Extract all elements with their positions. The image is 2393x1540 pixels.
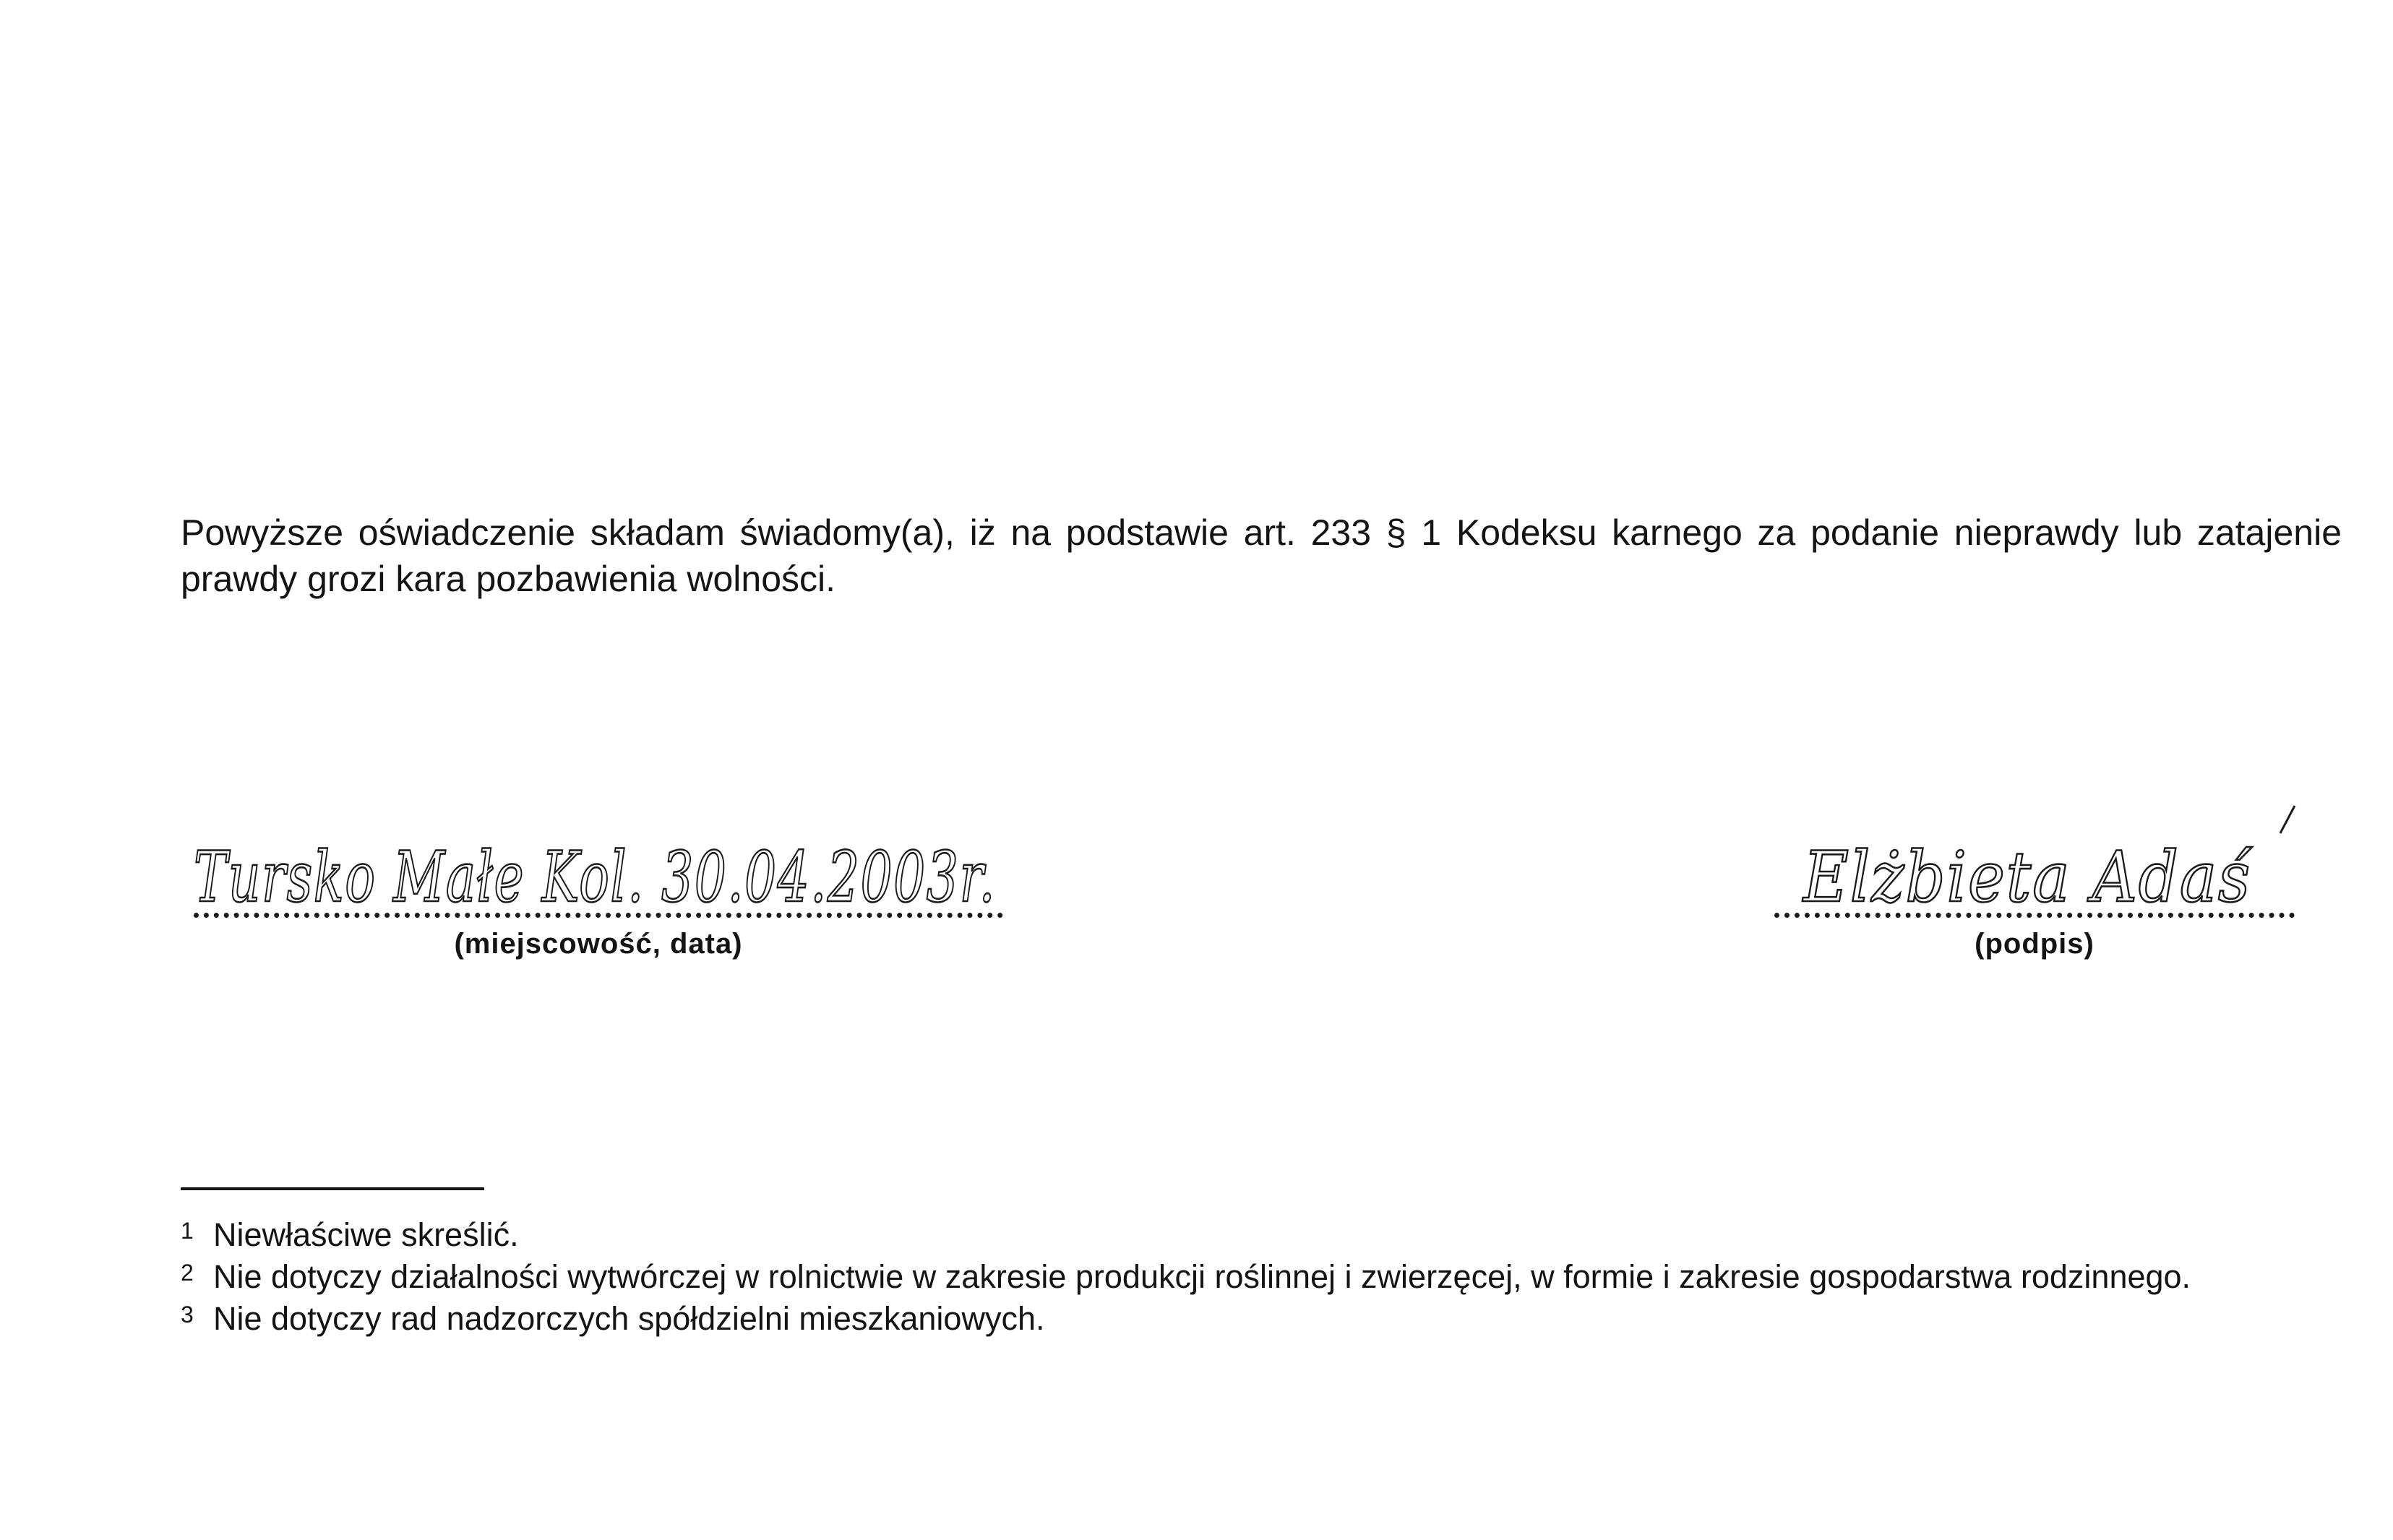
declaration-statement: Powyższe oświadczenie składam świadomy(a), iż na podstawie art. 233 § 1 Kodeksu karnego za podanie nieprawdy lub zatajenie prawdy grozi kara pozbawienia wolności. — [181, 512, 2342, 599]
handwritten-place-date-text: Tursko Małe Kol. 30.04.2003r. — [194, 837, 996, 918]
handwritten-signature — [1774, 820, 2295, 918]
handwritten-signature-text: Elżbieta Adaś — [1802, 837, 2253, 918]
footnote-number: 1 — [181, 1218, 194, 1244]
signature-block — [1774, 820, 2295, 963]
footnote-text: Nie dotyczy rad nadzorczych spółdzielni mieszkaniowych. — [213, 1300, 1045, 1337]
footnote-text: Nie dotyczy działalności wytwórczej w rolnictwie w zakresie produkcji roślinnej i zwierzęcej, w formie i zakresie gospodarstwa rodzinnego. — [213, 1258, 2191, 1295]
footnotes-list — [181, 1214, 2331, 1340]
signature-flourish — [2280, 806, 2295, 833]
handwritten-signature-image — [1774, 820, 2295, 918]
signature-caption: (podpis) — [1975, 928, 2095, 960]
handwritten-place-date-image — [194, 820, 1003, 918]
footnote-separator — [181, 1187, 484, 1190]
footnote-item — [181, 1214, 2331, 1256]
footnote-text: Niewłaściwe skreślić. — [213, 1216, 519, 1253]
place-date-block — [194, 820, 1003, 963]
footnote-number: 3 — [181, 1302, 194, 1328]
handwritten-place-date — [194, 820, 1003, 918]
footnote-number: 2 — [181, 1260, 194, 1286]
footnote-item — [181, 1298, 2331, 1340]
place-date-caption: (miejscowość, data) — [454, 928, 743, 960]
footnote-item — [181, 1256, 2331, 1298]
